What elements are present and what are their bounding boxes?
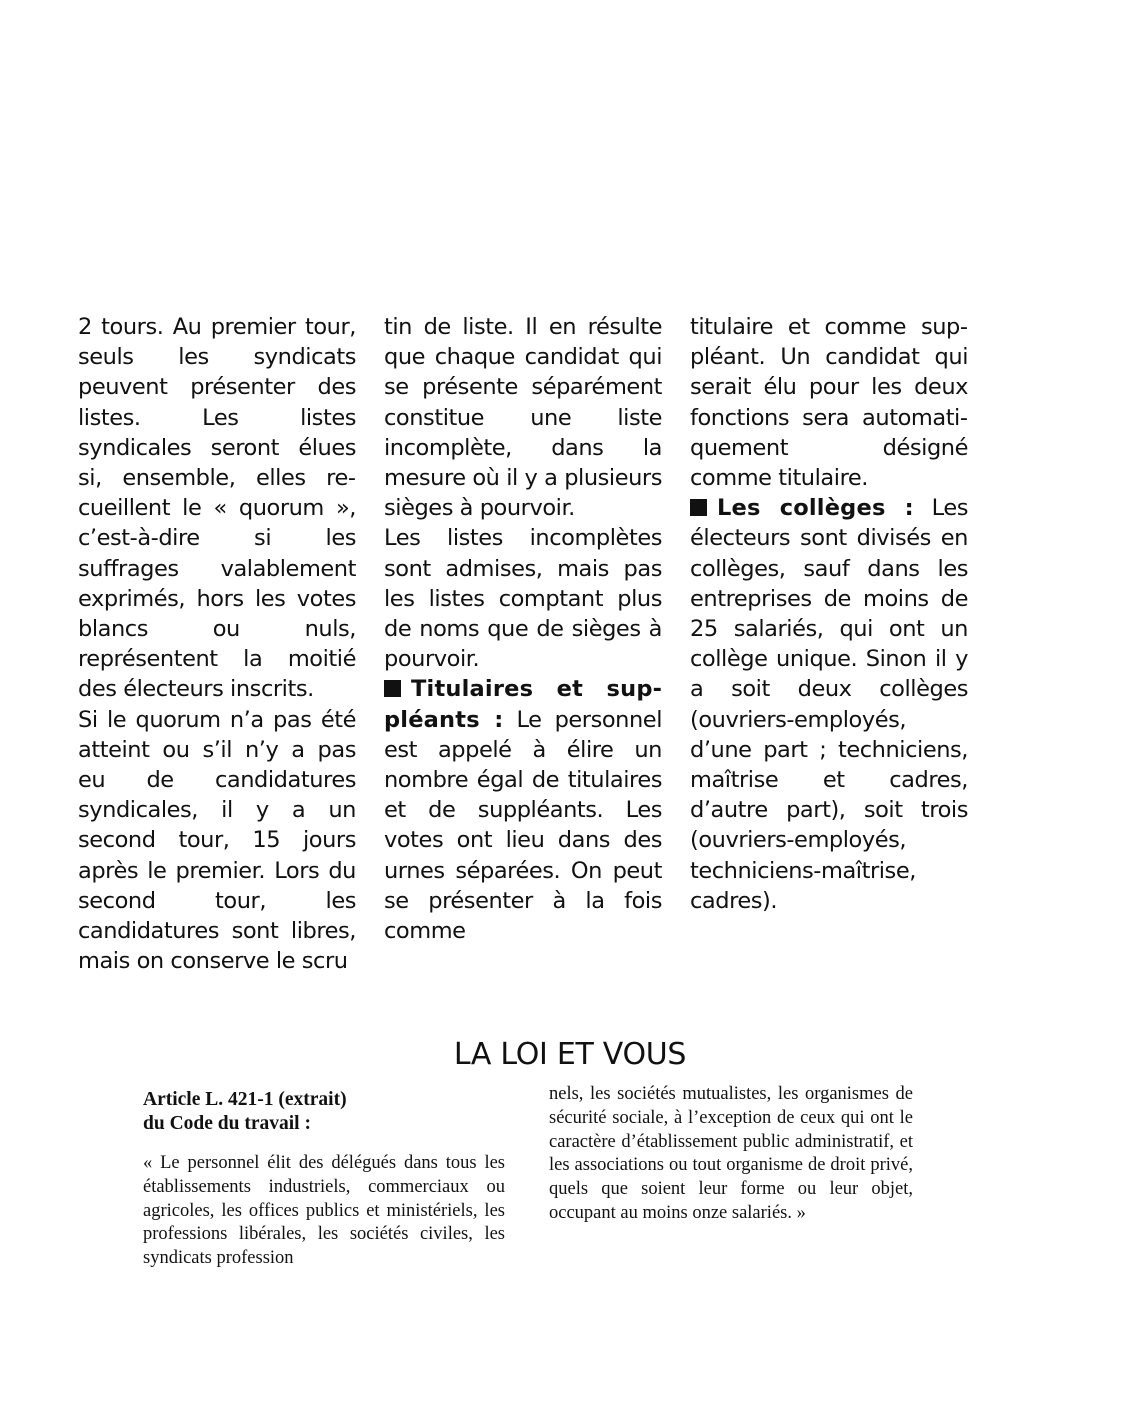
col1-paragraph-1: 2 tours. Au premier tour, seuls les syndicats peuvent présenter des listes. Les listes syndicales seront élues si, ensemble, elles recueillent le « quorum », c’est-à-dire si les suffrages valablement exprimés, hors les votes blancs ou nuls, représentent la moitié des électeurs inscrits. xyxy=(78,314,356,703)
section-heading-colleges: Les collèges : xyxy=(717,495,914,522)
section-heading-titulaires: Titulaires et suppléants : xyxy=(384,676,662,733)
law-text-right: nels, les sociétés mutualistes, les organismes de sécurité sociale, à l’exception de ceux qui ont le caractère d’établissement public administratif, et les associations ou tout organisme de droit privé, quels que soient leur forme ou leur objet, occupant au moins onze salariés. » xyxy=(549,1084,913,1223)
article-reference-line-1: Article L. 421-1 (extrait) xyxy=(143,1089,347,1110)
article-column-1 xyxy=(78,312,356,976)
article-reference xyxy=(143,1088,505,1135)
col3-paragraph-2: Les électeurs sont divisés en collèges, sauf dans les entreprises de moins de 25 salariés, qui ont un collège unique. Sinon il y a soit deux collèges (ouvriers-employés, d’une part ; techniciens, maîtrise et cadres, d’autre part), soit trois (ouvriers-employés, techniciens-maîtrise, cadres). xyxy=(690,495,968,914)
col2-section-titulaires xyxy=(384,674,662,946)
col3-paragraph-1: titulaire et comme suppléant. Un candidat qui serait élu pour les deux fonctions sera automatiquement désigné comme titulaire. xyxy=(690,314,968,492)
article-column-3 xyxy=(690,312,968,916)
article-column-2 xyxy=(384,312,662,946)
square-bullet-icon xyxy=(690,499,707,516)
square-bullet-icon xyxy=(384,680,401,697)
col2-paragraph-1: tin de liste. Il en résulte que chaque candidat qui se présente séparément constitue une liste incomplète, dans la mesure où il y a plusieurs sièges à pourvoir. xyxy=(384,314,662,522)
loi-section-title: LA LOI ET VOUS xyxy=(453,1037,687,1072)
law-text-left: « Le personnel élit des délégués dans tous les établissements industriels, commerciaux ou agricoles, les offices publics et ministériels, les professions libérales, les sociétés civiles, les syndicats profession xyxy=(143,1153,505,1269)
col3-section-colleges xyxy=(690,493,968,916)
article-reference-line-2: du Code du travail : xyxy=(143,1112,311,1134)
col2-paragraph-3: Le personnel est appelé à élire un nombre égal de titulaires et de suppléants. Les votes ont lieu dans des urnes séparées. On peut se présenter à la fois comme xyxy=(384,706,662,945)
loi-right-column xyxy=(549,1083,913,1226)
loi-left-column xyxy=(143,1088,505,1271)
col2-paragraph-2: Les listes incomplètes sont admises, mais pas les listes comptant plus de noms que de sièges à pourvoir. xyxy=(384,525,662,673)
col1-paragraph-2: Si le quorum n’a pas été atteint ou s’il n’y a pas eu de candidatures syndicales, il y a un second tour, 15 jours après le premier. Lors du second tour, les candidatures sont libres, mais on conserve le scru xyxy=(78,706,356,975)
